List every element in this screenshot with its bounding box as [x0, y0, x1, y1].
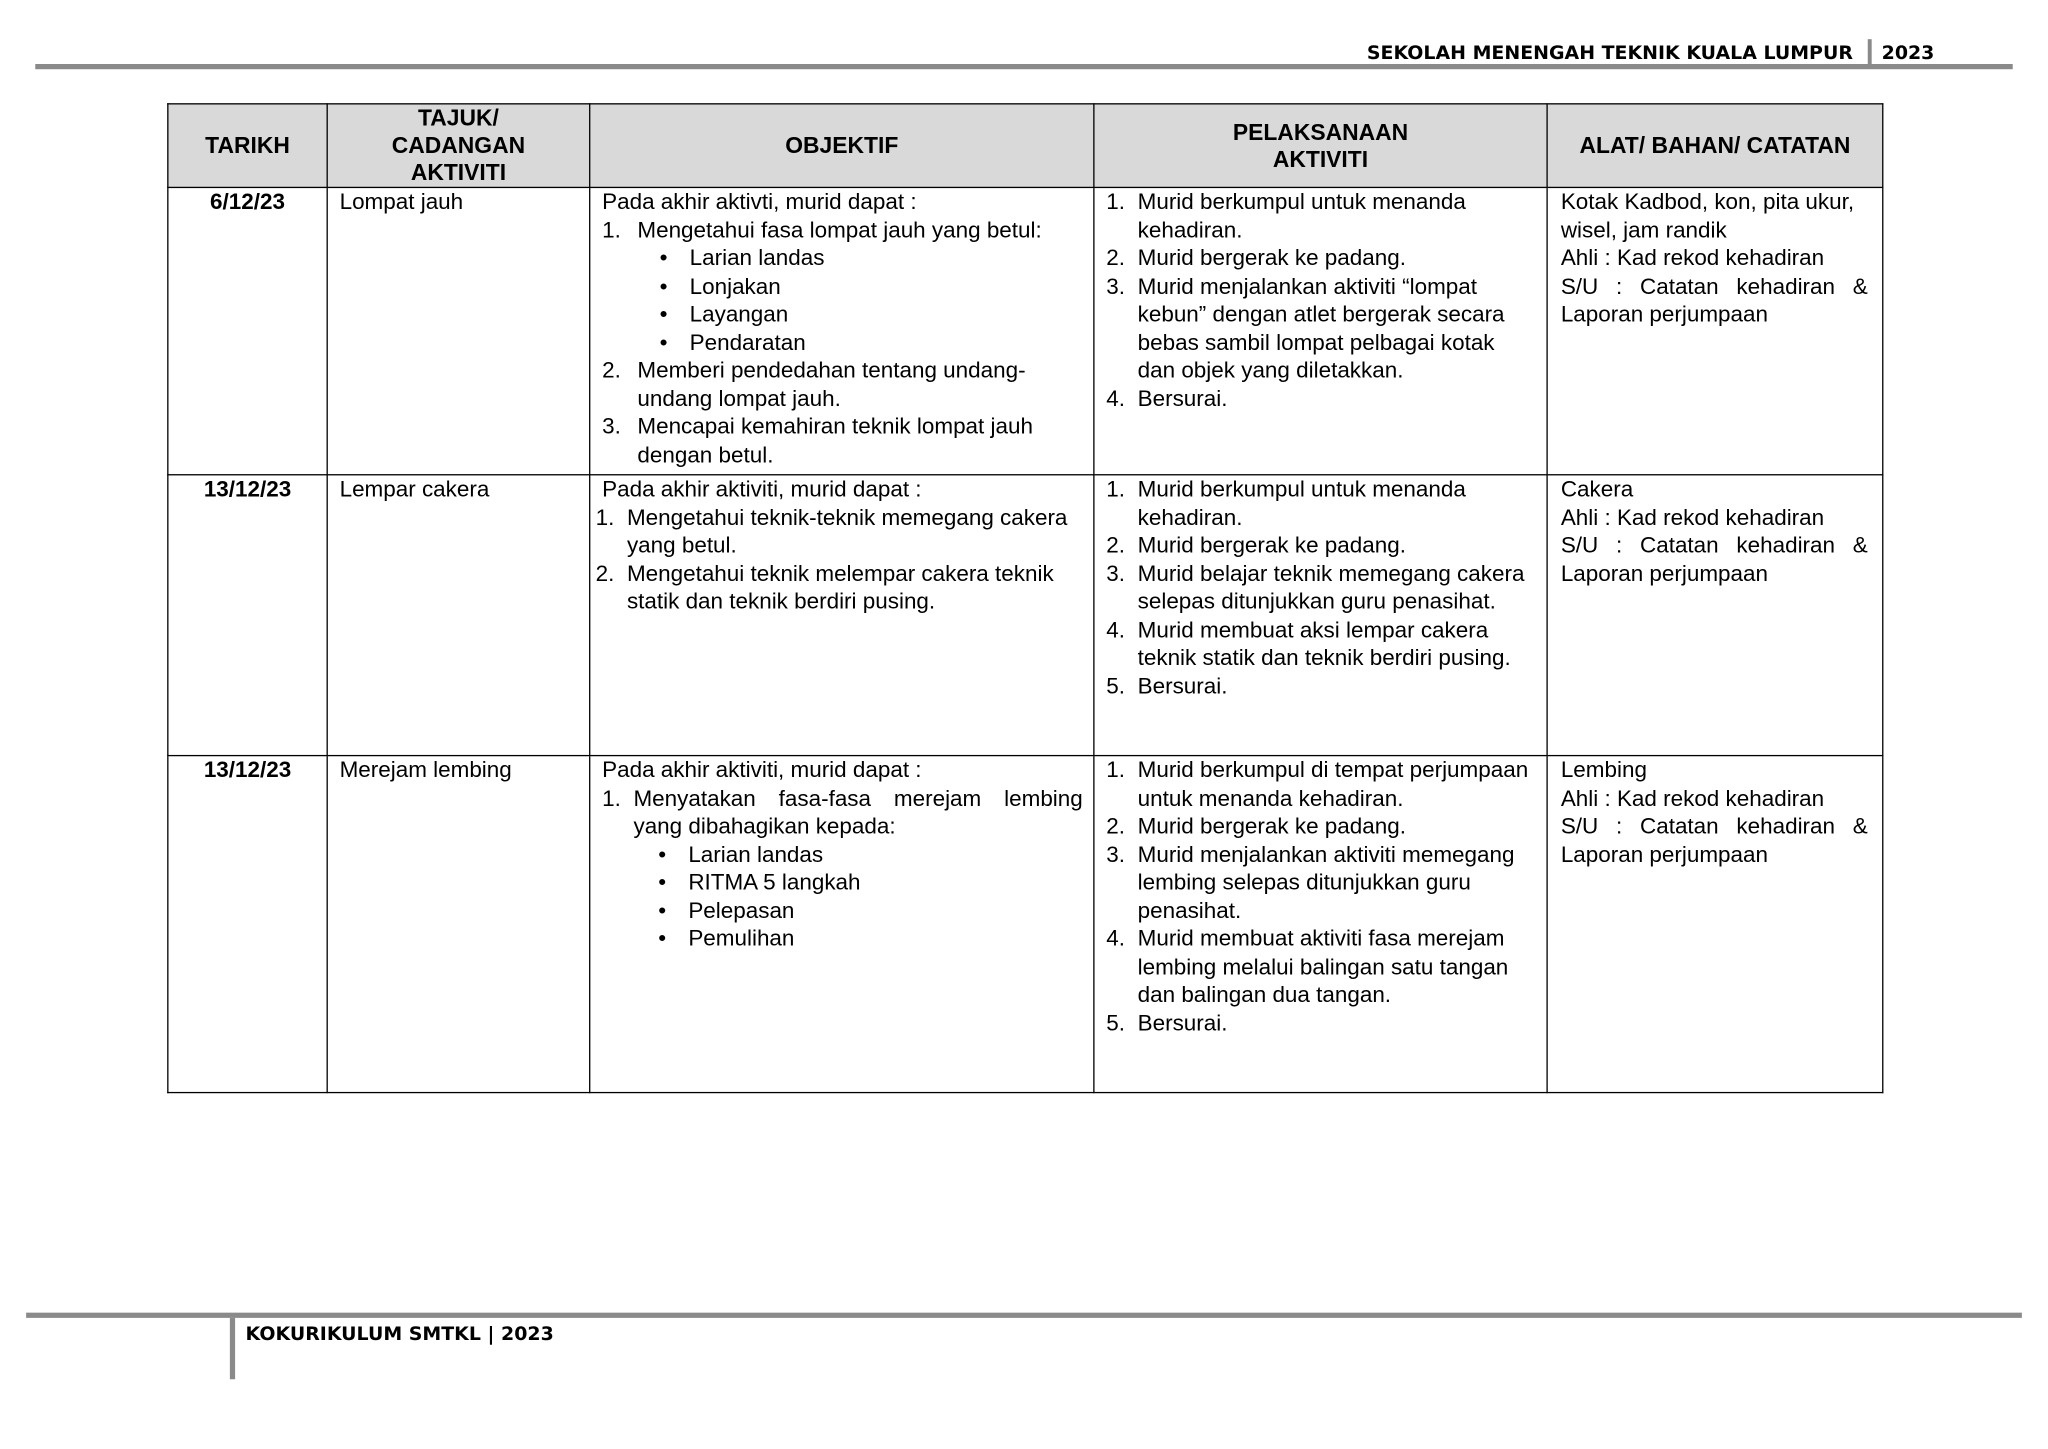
date-cell: 13/12/23 — [168, 475, 327, 756]
bullet-item: • Pemulihan — [658, 924, 795, 951]
list-item: 4. Murid membuat aktiviti fasa merejam lembing melalui balingan satu tangan dan balingan dua tangan. — [1106, 924, 1509, 1008]
activity-table — [167, 103, 1883, 1093]
footer-label: KOKURIKULUM SMTKL — [245, 1324, 481, 1346]
topic-cell: Lempar cakera — [327, 475, 590, 756]
table-header-row — [168, 104, 1883, 188]
execution-cell — [1094, 187, 1547, 474]
list-item: 1. Mengetahui teknik-teknik memegang cakera yang betul. — [595, 503, 1068, 558]
table-row — [168, 756, 1883, 1093]
tools-cell: Cakera Ahli : Kad rekod kehadiran S/U : Catatan kehadiran & Laporan perjumpaan — [1547, 475, 1883, 756]
execution-list — [1106, 188, 1536, 413]
list-item: 4. Bersurai. — [1106, 384, 1228, 411]
bullet-list — [637, 244, 1041, 356]
list-item: 3. Murid menjalankan aktiviti “lompat kebun” dengan atlet bergerak secara bebas sambil lompat pelbagai kotak dan objek yang diletakkan. — [1106, 272, 1505, 383]
objective-cell — [590, 756, 1094, 1093]
bullet-item: • Layangan — [659, 300, 789, 327]
list-item: 3. Mencapai kemahiran teknik lompat jauh dengan betul. — [602, 412, 1033, 467]
list-item: 1. Menyatakan fasa-fasa merejam lembing yang dibahagikan kepada: • Larian landas • RITMA 5 langkah • Pelepasan • Pemulihan — [602, 784, 1083, 951]
list-item: 1. Mengetahui fasa lompat jauh yang betul: • Larian landas • Lonjakan • Layangan • Pendaratan — [602, 216, 1042, 355]
header-rule — [35, 64, 2012, 69]
objective-cell — [590, 475, 1094, 756]
list-item: 1. Murid berkumpul di tempat perjumpaan untuk menanda kehadiran. — [1106, 756, 1529, 811]
objective-list — [602, 784, 1083, 952]
table-row — [168, 187, 1883, 474]
list-item: 3. Murid belajar teknik memegang cakera selepas ditunjukkan guru penasihat. — [1106, 559, 1525, 614]
tools-cell: Kotak Kadbod, kon, pita ukur, wisel, jam randik Ahli : Kad rekod kehadiran S/U : Catatan kehadiran & Laporan perjumpaan — [1547, 187, 1883, 474]
bullet-item: • Lonjakan — [659, 272, 781, 299]
list-item: 5. Bersurai. — [1106, 671, 1228, 699]
col-header-alat: ALAT/ BAHAN/ CATATAN — [1547, 104, 1883, 188]
date-cell: 6/12/23 — [168, 187, 327, 474]
footer-bar — [230, 1318, 235, 1379]
list-item: 2. Memberi pendedahan tentang undang-undang lompat jauh. — [602, 356, 1026, 411]
list-item: 1. Murid berkumpul untuk menanda kehadiran. — [1106, 475, 1466, 530]
list-item: 5. Bersurai. — [1106, 1008, 1228, 1036]
topic-cell: Lompat jauh — [327, 187, 590, 474]
footer-separator: | — [487, 1324, 495, 1346]
bullet-item: • RITMA 5 langkah — [658, 868, 861, 895]
bullet-item: • Pendaratan — [659, 328, 806, 355]
objective-intro: Pada akhir aktiviti, murid dapat : — [602, 756, 922, 783]
bullet-item: • Larian landas — [658, 840, 824, 867]
list-item: 3. Murid menjalankan aktiviti memegang lembing selepas ditunjukkan guru penasihat. — [1106, 840, 1515, 923]
header-year: 2023 — [1881, 43, 1935, 64]
objective-list — [596, 504, 1083, 616]
list-item: 2. Murid bergerak ke padang. — [1106, 812, 1406, 839]
execution-list — [1106, 756, 1536, 1037]
list-item: 2. Murid bergerak ke padang. — [1106, 531, 1406, 558]
school-name: SEKOLAH MENENGAH TEKNIK KUALA LUMPUR — [1366, 43, 1853, 64]
col-header-tajuk: TAJUK/ CADANGAN AKTIVITI — [327, 104, 590, 188]
execution-cell — [1094, 756, 1547, 1093]
bullet-item: • Pelepasan — [658, 896, 795, 923]
footer-rule — [26, 1313, 2022, 1318]
col-header-tarikh: TARIKH — [168, 104, 327, 188]
objective-intro: Pada akhir aktiviti, murid dapat : — [602, 475, 922, 502]
bullet-item: • Larian landas — [659, 244, 825, 271]
tools-cell: Lembing Ahli : Kad rekod kehadiran S/U : Catatan kehadiran & Laporan perjumpaan — [1547, 756, 1883, 1093]
execution-cell — [1094, 475, 1547, 756]
objective-cell — [590, 187, 1094, 474]
col-header-pelaksanaan: PELAKSANAAN AKTIVITI — [1094, 104, 1547, 188]
footer-year: 2023 — [501, 1324, 554, 1346]
date-cell: 13/12/23 — [168, 756, 327, 1093]
list-item: 4. Murid membuat aksi lempar cakera teknik statik dan teknik berdiri pusing. — [1106, 615, 1511, 671]
topic-cell: Merejam lembing — [327, 756, 590, 1093]
execution-list — [1106, 475, 1536, 700]
table-row — [168, 475, 1883, 756]
col-header-objektif: OBJEKTIF — [590, 104, 1094, 188]
objective-intro: Pada akhir aktivti, murid dapat : — [602, 188, 917, 215]
list-item: 2. Mengetahui teknik melempar cakera teknik statik dan teknik berdiri pusing. — [595, 559, 1054, 614]
list-item: 2. Murid bergerak ke padang. — [1106, 244, 1406, 271]
list-item: 1. Murid berkumpul untuk menanda kehadiran. — [1106, 188, 1466, 243]
objective-list — [602, 216, 1083, 469]
bullet-list — [633, 840, 1082, 952]
page-footer — [246, 1324, 554, 1345]
